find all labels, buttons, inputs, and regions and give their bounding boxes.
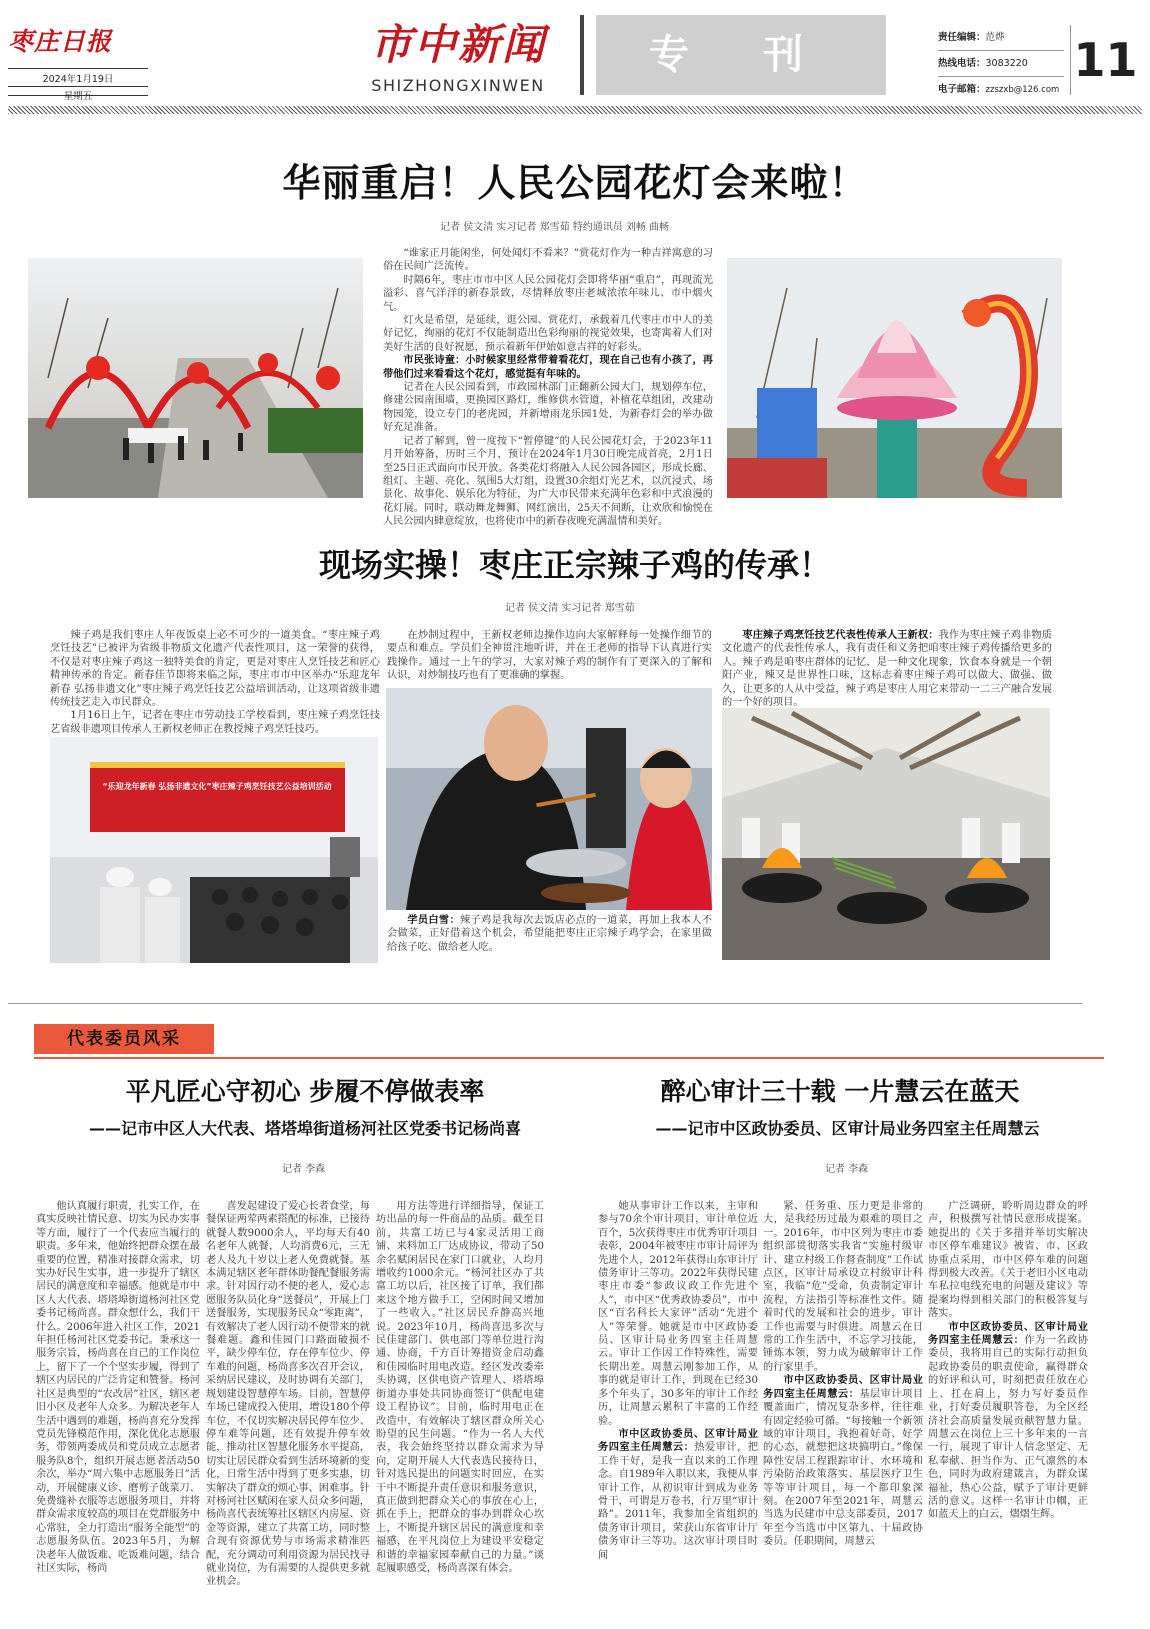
article1-paragraph: “谁家正月能闲坐，何处闻灯不看来？”赏花灯作为一种吉祥寓意的习俗在民间广泛流传。 [383,248,713,273]
article1-paragraph: 市民张诗童：小时候家里经常带着看花灯，现在自己也有小孩了，再带他们过来看看这个花灯，感觉挺有年味的。 [383,354,713,380]
article4-paragraph [598,1428,758,1562]
article2-byline: 记者 侯文清 实习记者 郑雪茹 [505,603,635,614]
article3-col1 [36,1200,200,1625]
section-pinyin: SHIZHONGXINWEN [371,76,545,95]
article1-byline: 记者 侯文清 实习记者 郑雪茹 特约通讯员 刘畅 曲畅 [440,222,670,233]
email-address: zzszxb@126.com [985,85,1060,95]
article3-col3 [376,1200,544,1625]
phone-number: 3083220 [985,58,1028,69]
editor-label: 责任编辑： [938,32,986,43]
article2-student-quote: 辣子鸡是我每次去饭店必点的一道菜，再加上我本人不会做菜，正好借着这个机会，希望能把枣庄正宗辣子鸡学会，在家里做给孩子吃、做给老人吃。 [387,915,713,953]
article3-paragraph: 喜发起建设了爱心长者食堂，每餐保证两荤两素搭配的标准，已接待就餐人数9000余人，平均每天有40名老年人就餐，人均消费6元，三无老人及九十岁以上老人免费就餐。基本满足辖区老年群体助餐配餐服务需求。针对因行动不便的老人，爱心志愿服务队员化身“送餐员”，开展上门送餐服务，实现服务民众“零距离”，有效解决了老人因行动不便带来的就餐难题。鑫和佳园门口路面破损不平，缺少停车位，存在停车位少、停车难的问题，杨尚喜多次召开会议，采纳居民建议，及时协调有关部门，规划建设智慧停车场。目前，智慧停车场已建成投入使用，增设180个停车位，不仅切实解决居民停车位少、停车难等问题，还有效提升停车效能，推动社区智慧化服务水平提高，切实让居民群众看到生活环境新的变化，日常生活中得到了更多实惠，切实解决了群众的烦心事、困难事。针对杨河社区赋闲在家人员众多问题，杨尚喜代表统筹社区辖区内房屋、资金等资源，建立了共富工坊，同时整合现有资源优势与市场需求精准匹配，充分调动可利用资源为居民找寻就业岗位，为有需要的人提供更多就业机会。 [206,1201,370,1588]
section-title-box [596,15,886,95]
article2-student-label: 学员白雪： [407,914,460,926]
article2-interviewee-quote: 我作为枣庄辣子鸡非物质文化遗产的代表性传承人，我有责任和义务把咱枣庄辣子鸡传播给更多的人。辣子鸡是咱枣庄群体的记忆，是一种文化现象，饮食本身就是一个朝阳产业，辣又是世界性口味，这标志着枣庄辣子鸡可以做大、做强、做久，让更多的人从中受益，辣子鸡是枣庄人用它来带动一二三产融合发展的一个好的项目。 [722,630,1052,709]
article4-paragraph: 紧、任务重、压力更是非常的大，是我经历过最为艰难的项目之一。2016年，市中区列为枣庄市委组织部贯彻落实我省“实施村级审计、建立村级工作督查制度”工作试点区，区审计局承设立村级审计科室，我临“危”受命，负责制定审计流程，方法指引等标准性文件。随着时代的发展和社会的进步，审计工作也需要与时俱进。周慧云在日常的工作生活中，不忘学习技能，锤炼本领，努力成为破解审计工作的行家里手。 [763,1201,923,1373]
email-label: 电子邮箱： [938,84,986,95]
article4-headline: 醉心审计三十载 一片慧云在蓝天 [660,1077,1020,1106]
article1-paragraph: 时隔6年，枣庄市市中区人民公园花灯会即将华丽“重启”，再现流光溢彩、喜气洋洋的新春景致，尽情释放枣庄老城浓浓年味儿、市中烟火气。 [383,274,713,313]
article4-col1-quote: 热爱审计，把工作干好，是我一直以来的工作理念。自1989年入职以来，我便从事审计工作，从初识审计到成为业务骨干，可谓是万卷书，行万里“审计路”。2011年，我参加全省组织的债务审计项目，荣获山东省审计厅债务审计三等功。这次审计项目时间 [598,1442,759,1561]
article2-photo-classroom [50,737,378,963]
article4-subhead: ——记市中区政协委员、区审计局业务四室主任周慧云 [655,1119,1040,1138]
editor-info [938,25,1064,103]
article2-paragraph [387,914,712,954]
paper-logo: 枣庄日报 [8,27,113,56]
issue-date: 2024年1月19日 [42,74,114,85]
masthead [0,0,1150,118]
article2-col2 [387,629,712,684]
article2-headline: 现场实操！枣庄正宗辣子鸡的传承！ [318,546,831,584]
article4-col3-quote: 作为一名政协委员，我将用自己的实际行动担负起政协委员的职责使命，赢得群众的好评和认可，时刻把责任放在心上、扛在肩上，努力写好委员作业，打好委员履职答卷，为全区经济社会高质量发展贡献智慧力量。周慧云在岗位上三十多年来的一言一行，展现了审计人信念坚定、无私奉献、担当作为、正气凛然的本色，同时为政府建箴言，为群众谋福祉，热心公益，赋予了审计更鲜活的意义。这样一名审计巾帼，正如蓝天上的白云，熠熠生辉。 [928,1335,1089,1521]
article4-col2-label: 市中区政协委员、区审计局业务四室主任周慧云： [763,1374,923,1400]
article4-col1 [598,1200,758,1625]
article4-col3-label: 市中区政协委员、区审计局业务四室主任周慧云： [928,1320,1088,1347]
editor-name: 范烨 [985,32,1005,43]
classroom-banner-text: “乐迎龙年新春 弘扬非遗文化”枣庄辣子鸡烹饪技艺公益培训活动 [102,782,332,791]
article1-photo-left [28,258,363,498]
article4-paragraph: 她从事审计工作以来，主审和参与70余个审计项目，审计单位近百个，5次获得枣庄市优秀审计项目表彰，2004年被枣庄市审计局评为先进个人，2012年获得山东审计厅债务审计三等功。2022年获得民建枣庄市委“参政议政工作先进个人”，市中区“优秀政协委员”，市中区“百名科长大家评”活动“先进个人”等荣誉。她就是市中区政协委员、区审计局业务四室主任周慧云。审计工作因工作特殊性，需要长期出差。周慧云刚参加工作，从事的就是审计工作，到现在已经30多个年头了，30多年的审计工作经历，让周慧云累积了丰富的工作经验。 [598,1201,758,1427]
article2-paragraph: 辣子鸡是我们枣庄人年夜饭桌上必不可少的一道美食。“枣庄辣子鸡烹饪技艺”已被评为省级非物质文化遗产代表性项目，这一荣誉的获得，不仅是对枣庄辣子鸡这一独特美食的肯定，更是对枣庄人烹饪技艺和匠心精神传承的肯定。新春佳节即将来临之际，枣庄市市中区举办“乐迎龙年新春 弘扬非遗文化”枣庄辣子鸡烹饪技艺公益培训活动，让这项省级非遗传统技艺走入市民群众。 [50,630,380,709]
section-title: 专 刊 [649,32,833,78]
article4-col2 [763,1200,923,1625]
article1-paragraph: 灯火是希望，是延续，逛公园、赏花灯，承载着几代枣庄市中人的美好记忆，绚丽的花灯不仅能制造出色彩绚丽的视觉效果，也寄寓着人们对美好生活的良好祝愿，预示着新年伊始如意吉祥的好彩头。 [383,315,713,353]
article2-quote [387,914,712,969]
article1-paragraph: 记者了解到，曾一度按下“暂停键”的人民公园花灯会，于2023年11月开始筹备，历时三个月，预计在2024年1月30日晚完成首亮，2月1日至25日正式面向市民开放。各类花灯将融入人民公园各园区，形成长廊、组灯、主题、亮化、氛围5大灯组，设置30余组灯光艺术，以沉浸式、场景化、故事化、娱乐化为特征，为广大市民带来充满年色彩和中式浪漫的花灯展。同时，联动舞龙舞狮、网红演出，25天不间断，让欢欣和愉悦在人民公园内肆意绽放，也将使市中的新春夜晚充满温情和美好。 [383,435,713,528]
section-tag: 代表委员风采 [34,1024,214,1054]
page-number: 11 [1073,33,1138,87]
article2-col3 [722,629,1052,709]
article3-byline: 记者 李森 [282,1164,326,1175]
article2-col1 [50,629,380,735]
article2-interviewee-label: 枣庄辣子鸡烹饪技艺代表性传承人王新权： [742,629,939,641]
article3-paragraph: 用方法等进行详细指导，保证工坊出品的每一件商品的品质。截至目前，共富工坊已与4家灵活用工商铺、来料加工厂达成协议，带动了50余名赋闲居民在家门口就业，人均月增收约1000余元。“杨河社区办了共富工坊以后，社区接了订单，我们都来这个地方做手工，空闲时间又增加了一些收入。”社区居民乔静高兴地说。2023年10月，杨尚喜迅多次与民佳建部门、供电部门等单位进行沟通、协商，千方百计筹措资金启动鑫和佳园临时用电改造。经区发改委牵头协调，区供电资产管理人、塔塔埠街道办事处共同协商签订“供配电建设工程协议”。目前，临时用电正在改造中，有效解决了辖区群众所关心盼望的民生问题。“作为一名人大代表，我会始终坚持以群众需求为导向，定期开展人大代表选民接待日，针对选民提出的问题实时回应，在实干中不断提升责任意识和服务意识，真正做到把群众关心的事放在心上，抓在手上，把群众的事办到群众心坎上，不断提升辖区居民的满意度和幸福感，在平凡岗位上为建设平安稳定和谐的幸福家园奉献自己的力量。”谈起履职感受，杨尚喜深有体会。 [376,1201,544,1574]
article4-col3 [928,1200,1088,1625]
article4-col2-quote: 基层审计项目覆盖面广，情况复杂多样，往往难有固定经验可循。“每接触一个新领域的审计项目，我抱着好奇、好学的心态，就想把这块搞明白。”像保障性安居工程跟踪审计、水环境和污染防治政策落实、基层医疗卫生等等审计项目，每一个都印象深刻。在2007年至2021年，周慧云当选为民建市中总支部委员，2017年至今当选市中区第九、十届政协委员。任职期间，周慧云 [763,1388,924,1548]
issue-weekday: 星期五 [8,86,148,102]
page-number-box [1070,25,1140,95]
section-tag-rule [34,1057,1104,1059]
article4-paragraph [928,1321,1088,1522]
article4-byline: 记者 李森 [825,1164,869,1175]
article1-headline: 华丽重启！人民公园花灯会来啦！ [282,161,868,205]
date-box [8,68,148,102]
article2-paragraph: 1月16日上午，记者在枣庄市劳动技工学校看到，枣庄辣子鸡烹饪技艺省级非遗项目传承人王新权老师正在教授辣子鸡烹饪技巧。 [50,710,380,735]
article3-col2 [206,1200,370,1625]
article1-photo-right [727,258,1062,498]
section-divider [580,15,584,95]
article2-photo-cooking [386,688,712,910]
article2-paragraph: 在炒制过程中，王新权老师边操作边向大家解释每一处操作细节的要点和难点。学员们全神贯注地听讲，并在王老师的指导下认真进行实践操作。通过一上午的学习，大家对辣子鸡的制作有了更深入的了解和认识，对炒制技巧也有了更准确的掌握。 [387,630,712,682]
section-logo: 市中新闻 [369,20,546,69]
phone-label: 热线电话： [938,58,986,69]
masthead-rule [8,106,1142,114]
article2-photo-kitchen [722,708,1050,960]
article4-paragraph [763,1374,923,1548]
article1-body [383,247,713,528]
article3-subhead: ——记市中区人大代表、塔塔埠街道杨河社区党委书记杨尚喜 [88,1119,521,1138]
article3-paragraph: 他认真履行职责，扎实工作，在真实反映社情民意、切实为民办实事等方面，履行了一个代表应当履行的职责。多年来，他始终把群众摆在最重要的位置，精准对接群众需求，切实办好民生实事，进一步提升了辖区居民的满意度和幸福感。他就是市中区人大代表、塔塔埠街道杨河社区党委书记杨尚喜。群众想什么，我们干什么。2006年进入社区工作，2021年担任杨河社区党委书记。秉承这一服务宗旨，杨尚喜在自己的工作岗位上，留下了一个个坚实步履，得到了辖区内居民的广泛肯定和赞誉。杨河社区是典型的“农改居”社区，辖区老旧小区及老年人众多。为解决老年人生活中遇到的难题，杨尚喜充分发挥党员先锋模范作用，深化优化志愿服务，带领两委成员和党员成立志愿者服务队8个，组织开展志愿者活动50余次，举办“周六集中志愿服务日”活动，开展健康义诊、磨剪子戗菜刀、免费缝补衣服等志愿服务项目，并将群众需求度较高的项目在党群服务中心常驻，全力打造出“服务全能型”的志愿服务队伍。2023年5月，为解决老年人做饭难、吃饭难问题，结合社区实际，杨尚 [36,1201,200,1574]
article2-paragraph [722,629,1052,709]
mid-divider [8,1003,1082,1004]
article4-col1-label: 市中区政协委员、区审计局业务四室主任周慧云： [598,1427,758,1454]
article4-paragraph: 广泛调研，聆听周边群众的呼声，积极撰写社情民意形成提案。她提出的《关于多措并举切实解决市区停车难建议》被省、市、区政协重点采用，市中区停车难的问题得到极大改善。《关于老旧小区电动车私拉电线充电的问题及建议》等提案均得到相关部门的积极答复与落实。 [928,1201,1088,1320]
article1-paragraph: 记者在人民公园看到，市政园林部门正翻新公园大门，规划停车位，修建公园南围墙，更换园区路灯，维修供水管道，补植花草组团，改建动物园笼，设立专门的老虎园，并新增雨龙乐园1处，为新春灯会的举办做好充足准备。 [383,382,713,434]
article3-headline: 平凡匠心守初心 步履不停做表率 [125,1077,485,1106]
